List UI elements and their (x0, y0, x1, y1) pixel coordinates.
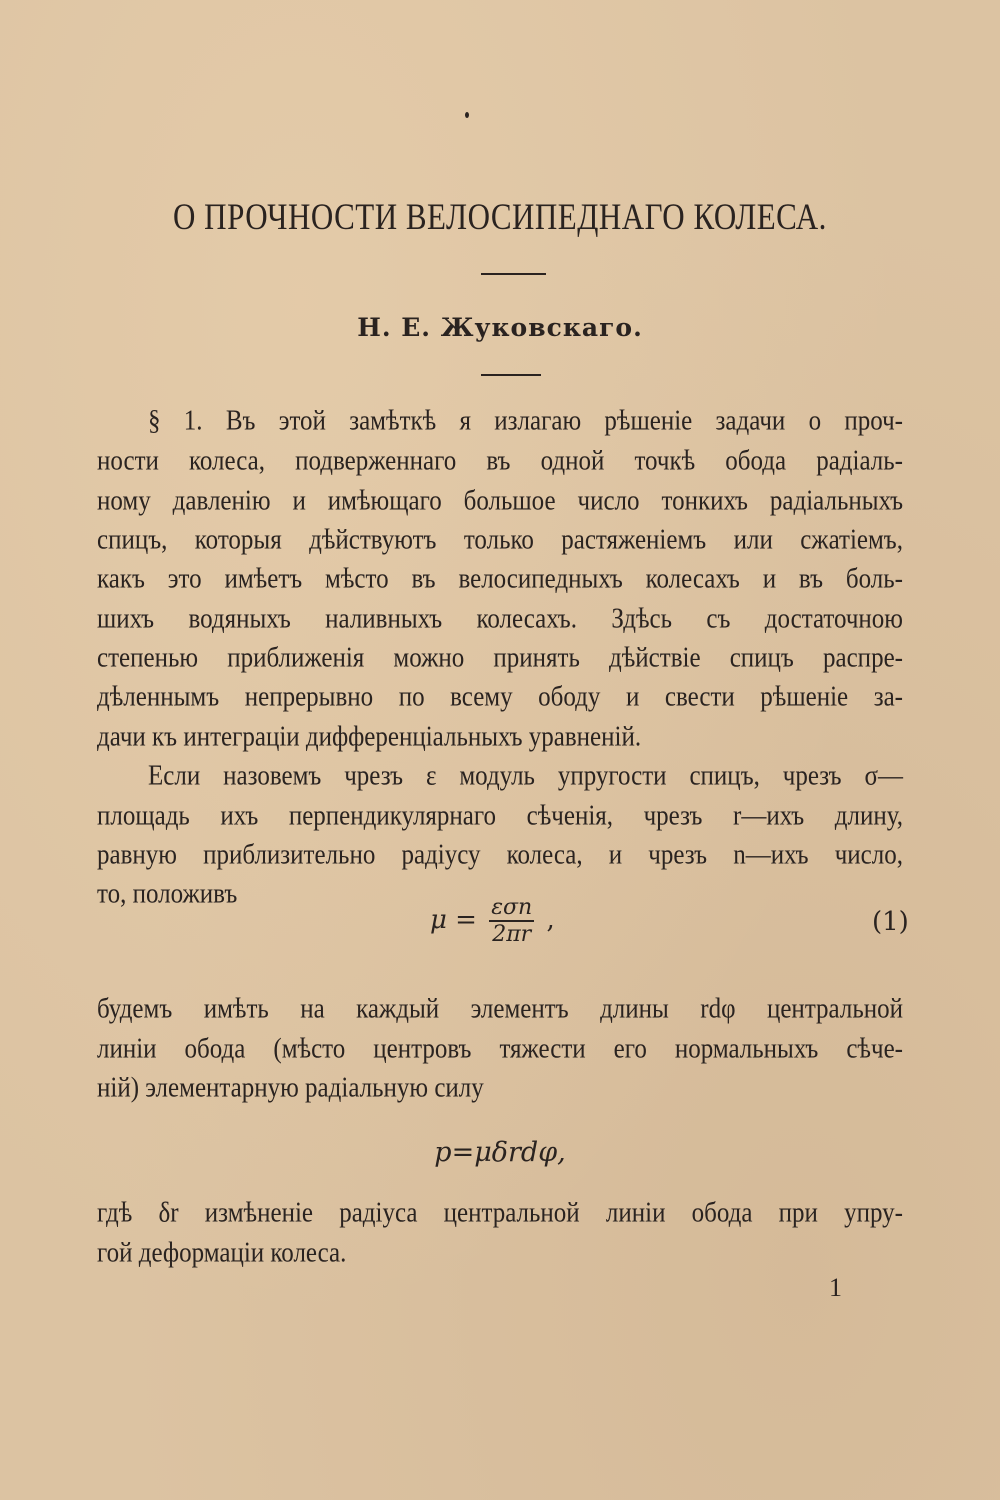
text-line: площадь ихъ перпендикулярнаго сѣченія, чрезъ r—ихъ длину, (97, 801, 903, 832)
text-line: то, положивъ (97, 879, 238, 910)
text-line: будемъ имѣть на каждый элементъ длины rdφ центральной (97, 994, 903, 1025)
divider-rule (481, 273, 546, 275)
fraction (489, 895, 534, 947)
divider-rule (481, 374, 541, 376)
ink-dot (465, 112, 469, 118)
equation-lhs: μ = (430, 905, 477, 935)
text-line: дѣленнымъ непрерывно по всему ободу и свести рѣшеніе за- (97, 682, 903, 713)
text-line: ности колеса, подверженнаго въ одной точкѣ обода радіаль- (97, 446, 903, 477)
author-byline: Н. Е. Жуковскаго. (357, 313, 643, 342)
text-line: дачи къ интеграціи дифференціальныхъ уравненій. (97, 722, 642, 753)
text-line: гой деформаціи колеса. (97, 1238, 347, 1269)
equation-comma: , (546, 905, 555, 935)
text-line: спицъ, которыя дѣйствуютъ только растяженіемъ или сжатіемъ, (97, 525, 903, 556)
equation-1 (430, 895, 555, 947)
text-line: шихъ водяныхъ наливныхъ колесахъ. Здѣсь съ достаточною (97, 604, 903, 635)
page-number: 1 (829, 1273, 842, 1302)
equation-number: (1) (872, 907, 909, 937)
text-line: § 1. Въ этой замѣткѣ я излагаю рѣшеніе задачи о проч- (148, 406, 903, 437)
text-line: Если назовемъ чрезъ ε модуль упругости спицъ, чрезъ σ— (148, 761, 903, 792)
text-line: гдѣ δr измѣненіе радіуса центральной линіи обода при упру- (97, 1198, 903, 1229)
equation-2: p=μδrdφ, (434, 1137, 566, 1168)
text-line: равную приблизительно радіусу колеса, и чрезъ n—ихъ число, (97, 840, 903, 871)
text-line: линіи обода (мѣсто центровъ тяжести его нормальныхъ сѣче- (97, 1034, 903, 1065)
article-title: О ПРОЧНОСТИ ВЕЛОСИПЕДНАГО КОЛЕСА. (173, 196, 827, 238)
text-line: ній) элементарную радіальную силу (97, 1073, 484, 1104)
fraction-numerator: εσn (491, 895, 533, 920)
text-line: какъ это имѣетъ мѣсто въ велосипедныхъ колесахъ и въ боль- (97, 564, 903, 595)
fraction-denominator: 2πr (492, 922, 532, 947)
text-line: ному давленію и имѣющаго большое число тонкихъ радіальныхъ (97, 486, 903, 517)
text-line: степенью приближенія можно принять дѣйствіе спицъ распре- (97, 643, 903, 674)
